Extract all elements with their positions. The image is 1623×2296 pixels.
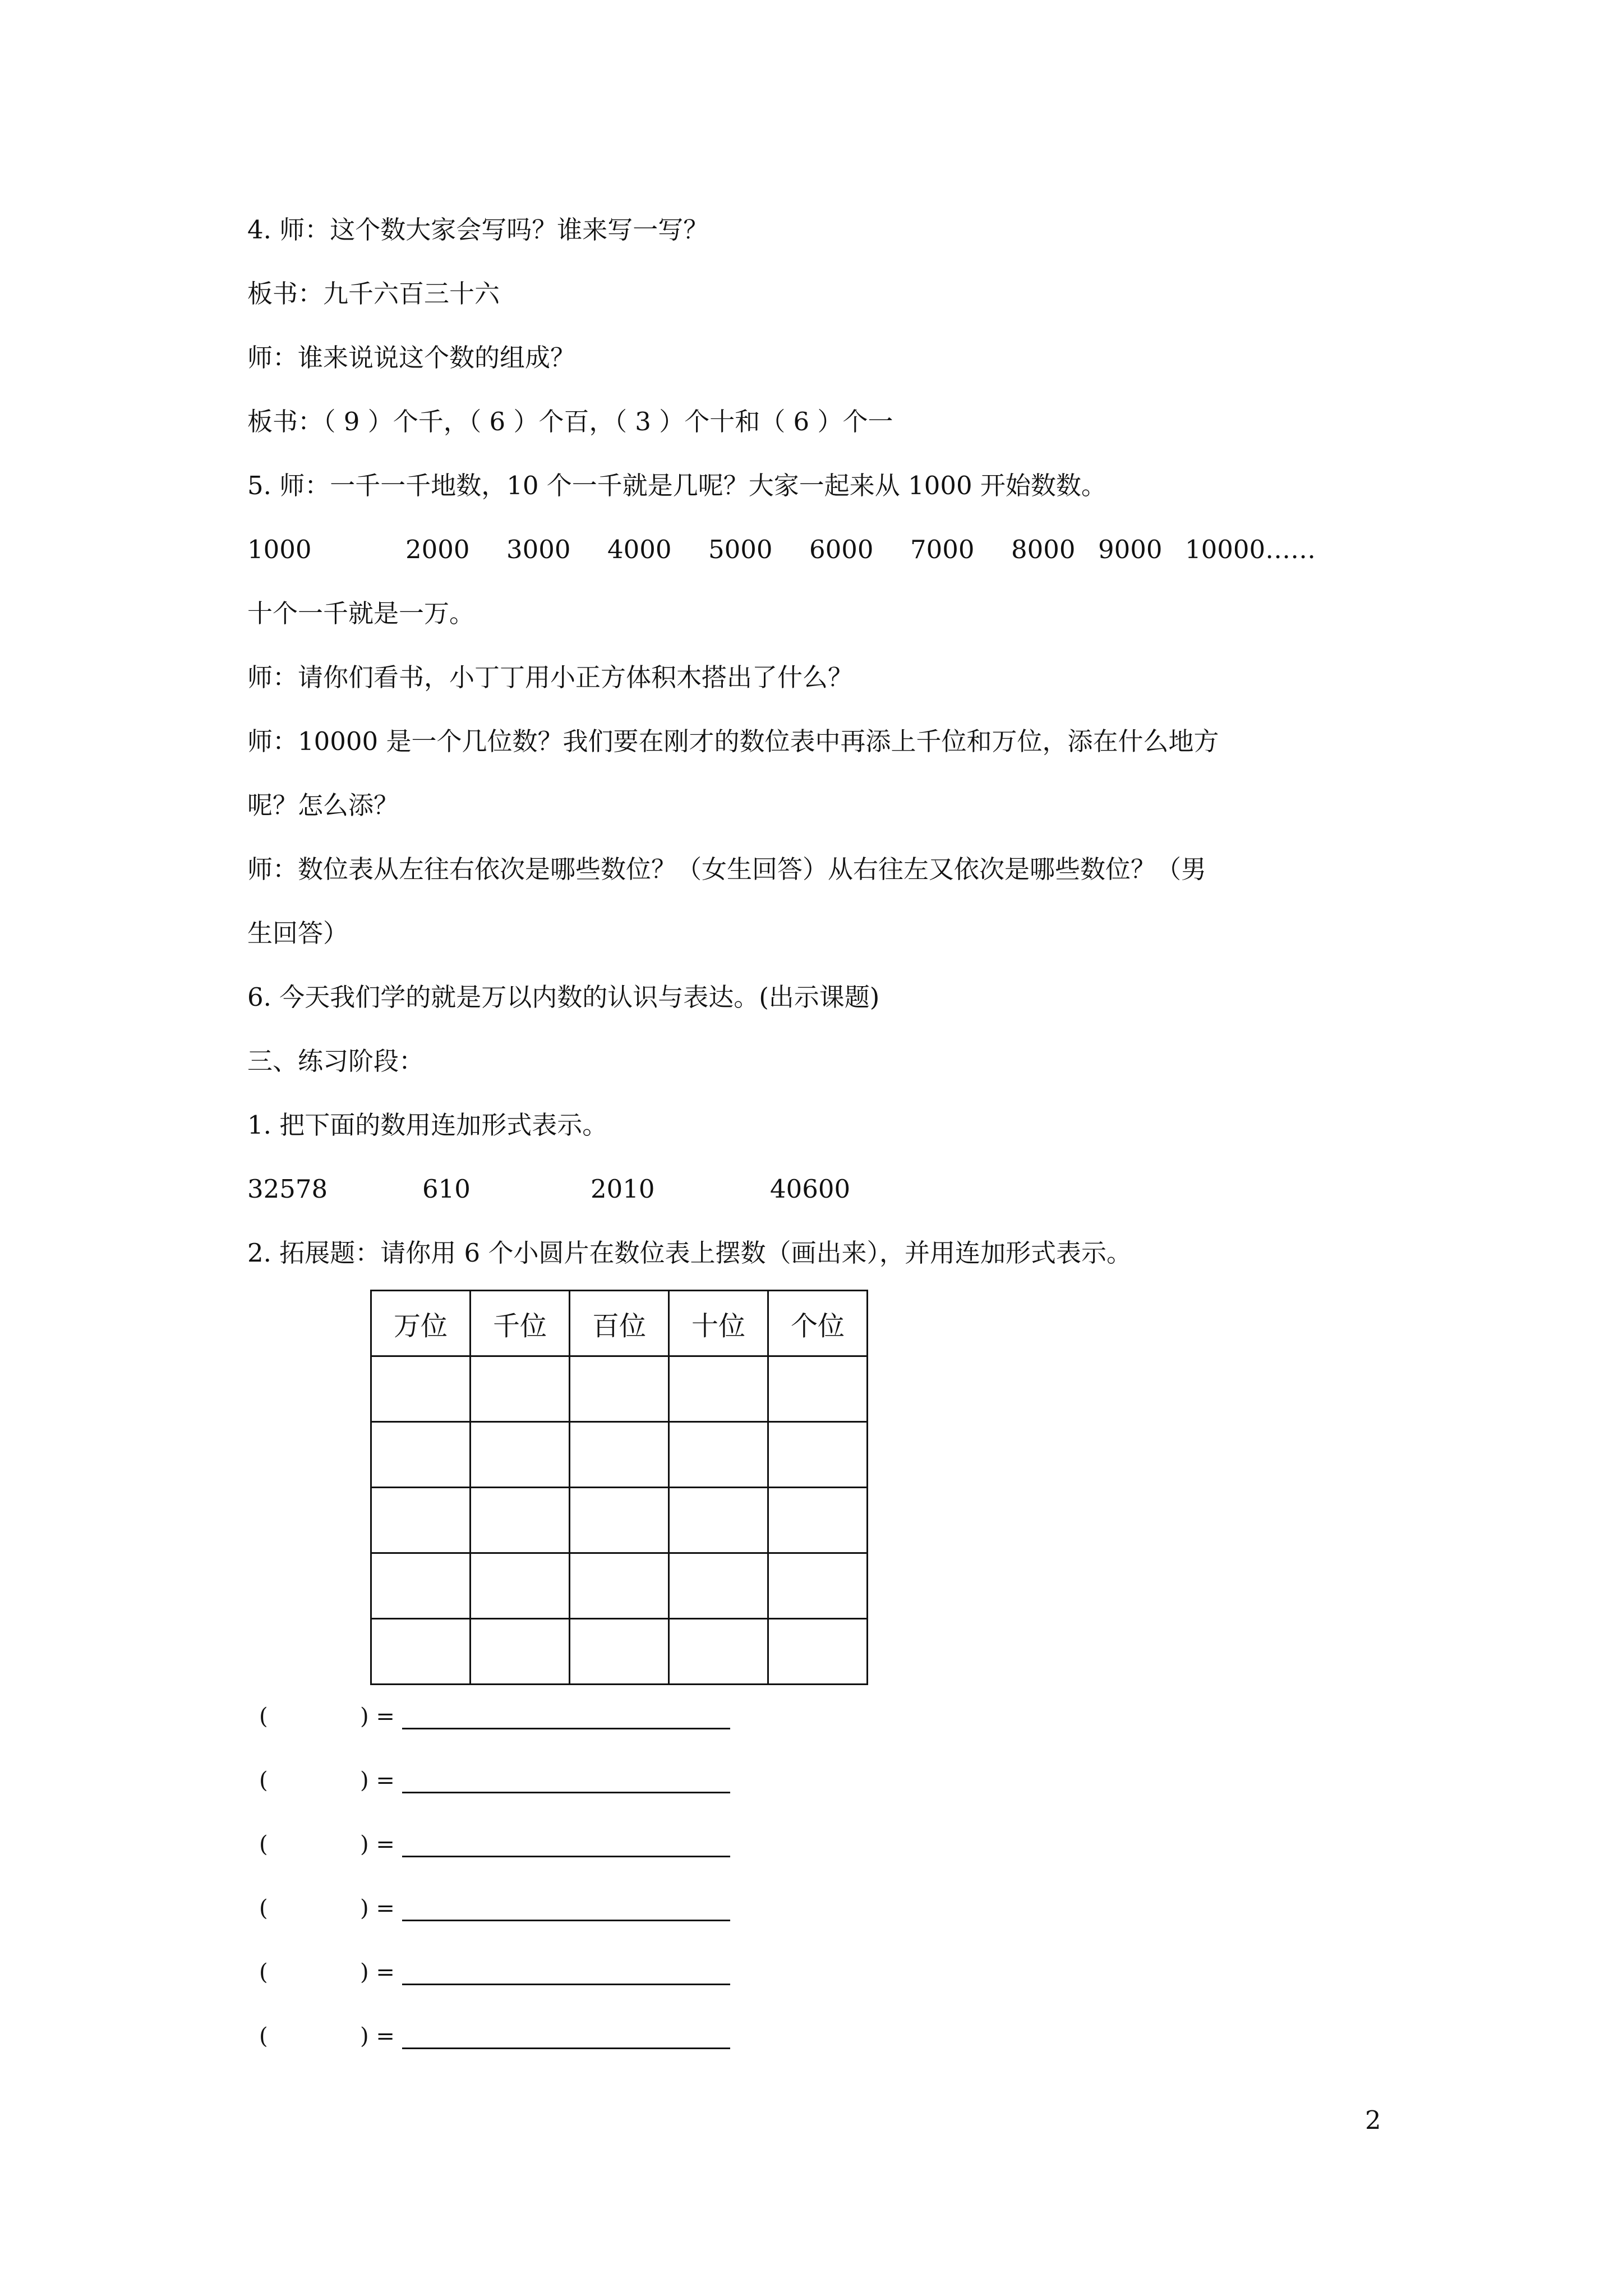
- table-cell[interactable]: [669, 1488, 768, 1553]
- answer-blank[interactable]: [402, 1984, 730, 1985]
- table-row: [371, 1619, 868, 1685]
- left-paren: (: [259, 1832, 268, 1857]
- text-line: 5. 师：一千一千地数，10 个一千就是几呢？大家一起来从 1000 开始数数。: [247, 471, 1106, 500]
- table-cell[interactable]: [570, 1356, 669, 1422]
- table-row: [371, 1488, 868, 1553]
- left-paren: (: [259, 2023, 268, 2049]
- text-line: 呢？怎么添？: [247, 790, 399, 820]
- text-line: 1. 把下面的数用连加形式表示。: [247, 1110, 608, 1140]
- exercise-number: 40600: [770, 1174, 851, 1204]
- table-cell[interactable]: [371, 1356, 471, 1422]
- table-cell[interactable]: [371, 1422, 471, 1488]
- exercise-number: 2010: [591, 1174, 655, 1204]
- answer-blank[interactable]: [402, 1792, 730, 1793]
- left-paren: (: [259, 1895, 268, 1921]
- text-line: 生回答）: [247, 918, 349, 948]
- left-paren: (: [259, 1768, 268, 1793]
- count-number: 3000: [506, 535, 571, 564]
- table-cell[interactable]: [768, 1553, 868, 1619]
- table-cell[interactable]: [371, 1619, 471, 1685]
- table-cell[interactable]: [768, 1422, 868, 1488]
- table-cell[interactable]: [471, 1619, 570, 1685]
- place-value-table: [370, 1290, 868, 1685]
- header-hundreds: 百位: [570, 1291, 669, 1356]
- text-line: 板书：九千六百三十六: [247, 279, 500, 309]
- section-heading: 三、练习阶段：: [247, 1046, 425, 1076]
- table-cell[interactable]: [471, 1356, 570, 1422]
- table-cell[interactable]: [471, 1553, 570, 1619]
- text-line: 4. 师：这个数大家会写吗？谁来写一写？: [247, 215, 709, 245]
- text-line: 板书：（ 9 ）个千，（ 6 ）个百，（ 3 ）个十和（ 6 ）个一: [247, 407, 893, 436]
- table-cell[interactable]: [471, 1488, 570, 1553]
- page-number: 2: [1365, 2105, 1381, 2135]
- count-number: 1000: [247, 535, 312, 564]
- header-ten-thousands: 万位: [371, 1291, 471, 1356]
- table-cell[interactable]: [768, 1356, 868, 1422]
- count-number: 7000: [910, 535, 975, 564]
- table-row: [371, 1356, 868, 1422]
- answer-blank[interactable]: [402, 1728, 730, 1729]
- text-line: 师：谁来说说这个数的组成？: [247, 343, 576, 372]
- table-cell[interactable]: [669, 1553, 768, 1619]
- count-number: 10000……: [1185, 535, 1316, 564]
- header-tens: 十位: [669, 1291, 768, 1356]
- count-number: 6000: [809, 535, 874, 564]
- table-row: [371, 1422, 868, 1488]
- table-cell[interactable]: [768, 1619, 868, 1685]
- table-cell[interactable]: [669, 1422, 768, 1488]
- table-cell[interactable]: [570, 1619, 669, 1685]
- table-cell[interactable]: [471, 1422, 570, 1488]
- table-cell[interactable]: [669, 1356, 768, 1422]
- exercise-number: 32578: [247, 1174, 328, 1204]
- text-line: 师：10000 是一个几位数？我们要在刚才的数位表中再添上千位和万位，添在什么地方: [247, 726, 1219, 756]
- right-paren: ) =: [360, 1704, 395, 1729]
- table-header-row: [371, 1291, 868, 1356]
- right-paren: ) =: [360, 1832, 395, 1857]
- count-number: 8000: [1011, 535, 1076, 564]
- text-line: 十个一千就是一万。: [247, 599, 475, 628]
- count-number: 5000: [708, 535, 773, 564]
- text-line: 师：请你们看书，小丁丁用小正方体积木搭出了什么？: [247, 662, 854, 692]
- table-cell[interactable]: [371, 1553, 471, 1619]
- table-cell[interactable]: [570, 1553, 669, 1619]
- count-number: 4000: [607, 535, 672, 564]
- right-paren: ) =: [360, 2023, 395, 2049]
- table-cell[interactable]: [669, 1619, 768, 1685]
- text-line: 师：数位表从左往右依次是哪些数位？（女生回答）从右往左又依次是哪些数位？（男: [247, 854, 1207, 884]
- text-line: 6. 今天我们学的就是万以内数的认识与表达。(出示课题): [247, 982, 880, 1012]
- left-paren: (: [259, 1959, 268, 1985]
- text-line: 2. 拓展题：请你用 6 个小圆片在数位表上摆数（画出来），并用连加形式表示。: [247, 1238, 1132, 1268]
- right-paren: ) =: [360, 1768, 395, 1793]
- table-cell[interactable]: [570, 1422, 669, 1488]
- left-paren: (: [259, 1704, 268, 1729]
- count-number: 9000: [1098, 535, 1163, 564]
- count-number: 2000: [405, 535, 470, 564]
- right-paren: ) =: [360, 1959, 395, 1985]
- answer-blank[interactable]: [402, 2047, 730, 2049]
- table-row: [371, 1553, 868, 1619]
- table-cell[interactable]: [570, 1488, 669, 1553]
- table-cell[interactable]: [768, 1488, 868, 1553]
- answer-blank[interactable]: [402, 1856, 730, 1857]
- header-thousands: 千位: [471, 1291, 570, 1356]
- table-cell[interactable]: [371, 1488, 471, 1553]
- right-paren: ) =: [360, 1895, 395, 1921]
- header-ones: 个位: [768, 1291, 868, 1356]
- answer-blank[interactable]: [402, 1920, 730, 1921]
- exercise-number: 610: [422, 1174, 471, 1204]
